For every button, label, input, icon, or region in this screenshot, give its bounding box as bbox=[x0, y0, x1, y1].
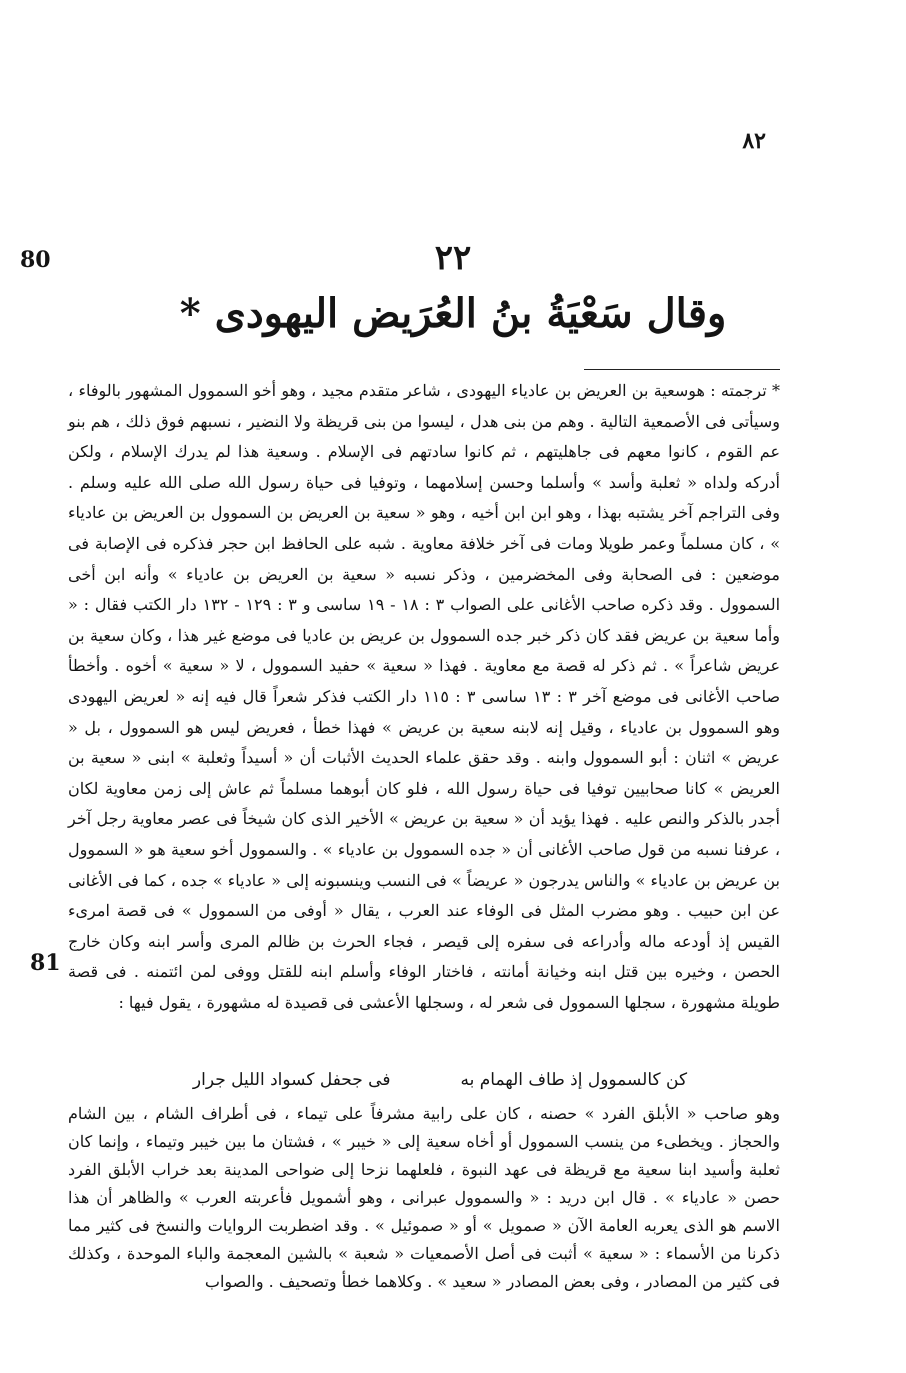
margin-page-number-top: 80 bbox=[20, 247, 51, 273]
verse-first-hemistich: كن كالسموول إذ طاف الهمام به bbox=[460, 1070, 688, 1090]
page-number: ٨٢ bbox=[742, 128, 766, 154]
footnote-continuation: وهو صاحب « الأبلق الفرد » حصنه ، كان على رابية مشرفاً على تيماء ، فى أطراف الشام ، بين الشام والحجاز . ويخطىء من ينسب السموول أو أخاه سعية إلى « خيبر » ، فشتان ما بين خيبر وتيماء ، وإنما كان ثعلبة وأسيد ابنا سعية مع قريظة فى عهد النبوة ، فلعلهما نزحا إلى ضواحى المدينة بعد خراب الأبلق الفرد حصن « عادياء » . قال ابن دريد : « والسموول عبرانى ، وهو أشمويل فأعربته العرب » والظاهر أن هذا الاسم هو الذى يعربه العامة الآن « صمويل » أو « صموئيل » . وقد اضطربت الروايات والنسخ فى كثير مما ذكرنا من الأسماء : « سعية » أثبت فى أصل الأصمعيات « شعبة » بالشين المعجمة والباء الموحدة ، وكذلك فى كثير من المصادر ، وفى بعض المصادر « سعيد » . وكلاهما خطأ وتصحيف . والصواب bbox=[68, 1104, 781, 1291]
footnote-biography: * ترجمته : هوسعية بن العريض بن عادياء اليهودى ، شاعر متقدم مجيد ، وهو أخو السموول المشهور بالوفاء ، وسيأتى فى الأصمعية التالية . وهم من بنى هدل ، ليسوا من بنى قريظة ولا النضير ، نسبهم فوق ذلك ، هم بنو عم القوم ، كانوا معهم فى جاهليتهم ، ثم كانوا سادتهم فى الإسلام . وسعية هذا لم يدرك الإسلام ، ولكن أدركه ولداه « ثعلبة وأسد » وأسلما وحسن إسلامهما ، وتوفيا فى حياة رسول الله صلى الله عليه وسلم . وفى التراجم آخر يشتبه بهذا ، وهو ابن ابن أخيه ، وهو « سعية بن العريض بن السموول بن العريض بن عادياء » ، كان مسلماً وعمر طويلا ومات فى آخر خلافة معاوية . شبه على الحافظ ابن حجر فذكره فى الإصابة فى موضعين : فى الصحابة وفى المخضرمين ، وذكر نسبه « سعية بن العريض بن عادياء » وأنه ابن أخى السموول . وقد ذكره صاحب الأغانى على الصواب ٣ : ١٨ - ١٩ ساسى و ٣ : ١٢٩ - ١٣٢ دار الكتب فقال : « وأما سعية بن عريض فقد كان ذكر خبر جده السموول بن عريض بن عاديا فى موضع غير هذا ، وكان سعية بن عريض شاعراً » . ثم ذكر له قصة مع معاوية . فهذا « سعية » حفيد السموول ، لا « سعية » أخوه . وأخطأ صاحب الأغانى فى موضع آخر ٣ : ١٣ ساسى ٣ : ١١٥ دار الكتب فذكر شعراً قال فيه إنه « لعريض اليهودى وهو السموول بن عادياء ، وقيل إنه لابنه سعية بن عريض » فهذا خطأ ، فعريض ليس هو السموول ، بل « عريض » اثنان : أبو السموول وابنه . وقد حقق علماء الحديث الأثبات أن « أسيداً وثعلبة » ابنى « سعية بن العريض » كانا صحابيين توفيا فى حياة رسول الله ، فلو كان أبوهما مسلماً ثم عاش إلى زمن معاوية لكان أجدر بالذكر والنص عليه . فهذا يؤيد أن « سعية بن عريض » الأخير الذى كان شيخاً فى عصر معاوية رجل آخر ، عرفنا نسبه من قول صاحب الأغانى أن « جده السموول بن عادياء » . والسموول أخو سعية هو « السموول بن عريض بن عادياء » والناس يدرجون « عريضاً » فى النسب وينسبونه إلى « عادياء » جده ، كما فى الأغانى عن ابن حبيب . وهو مضرب المثل فى الوفاء عند العرب ، يقال « أوفى من السموول » فى قصة امرىء القيس إذ أودعه ماله وأدراعه فى سفره إلى قيصر ، فجاء الحرث بن ظالم المرى وأسر ابنه وكان خارج الحصن ، وخيره بين قتل ابنه وخيانة أمانته ، فاختار الوفاء وأسلم ابنه للقتل ووفى لمن ائتمنه . فى قصة طويلة مشهورة ، سجلها السموول فى شعر له ، وسجلها الأعشى فى قصيدة له مشهورة ، يقول فيها : bbox=[68, 381, 781, 1012]
poem-number: ٢٢ bbox=[434, 238, 472, 278]
quoted-verse bbox=[90, 1066, 790, 1094]
footnote-divider bbox=[584, 369, 780, 370]
verse-second-hemistich: فى جحفل كسواد الليل جرار bbox=[192, 1070, 391, 1090]
poem-title: وقال سَعْيَةُ بنُ العُرَيض اليهودى * bbox=[179, 290, 727, 337]
margin-page-number-bottom: 81 bbox=[30, 950, 61, 976]
